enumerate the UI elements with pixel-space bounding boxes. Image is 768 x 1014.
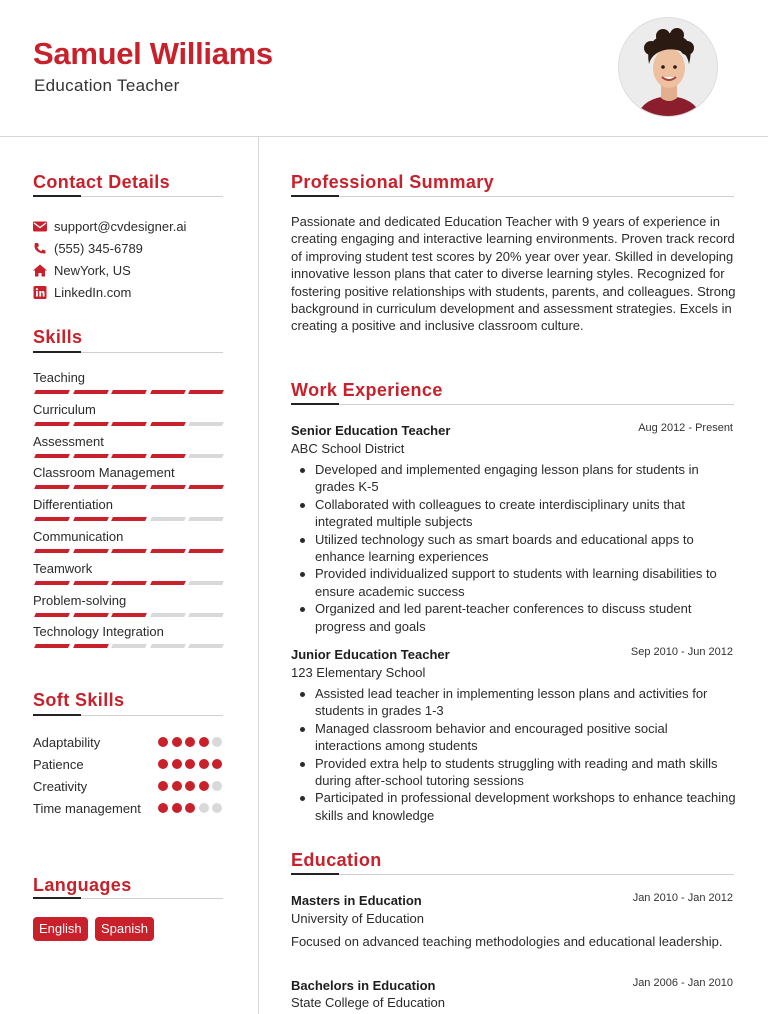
profile-photo (618, 17, 718, 117)
language-tag-spanish: Spanish (95, 917, 154, 941)
skill-level-segment (73, 613, 109, 617)
skill-level-segment (188, 581, 224, 585)
job-bullet: Managed classroom behavior and encouraged positive social interactions among students (291, 720, 737, 755)
job-title: Senior Education Teacher (291, 423, 451, 438)
skill-item (33, 434, 223, 464)
skill-level-segment (188, 517, 224, 521)
skill-level-segment (34, 644, 70, 648)
skill-level-segment (34, 422, 70, 426)
skill-level-segment (111, 485, 147, 489)
skill-item (33, 370, 223, 400)
skill-item (33, 402, 223, 432)
skill-level-segment (111, 454, 147, 458)
contact-email[interactable] (33, 218, 233, 236)
experience-section-title: Work Experience (291, 380, 443, 400)
contact-location (33, 262, 233, 280)
candidate-name: Samuel Williams (33, 36, 273, 71)
summary-section-title: Professional Summary (291, 172, 495, 192)
job-organization: 123 Elementary School (291, 665, 426, 680)
skills-section-title: Skills (33, 327, 83, 347)
skill-level-bar (33, 390, 223, 394)
contact-phone-text: (555) 345-6789 (54, 241, 143, 256)
skill-label: Curriculum (33, 401, 96, 417)
skill-level-segment (150, 422, 186, 426)
skill-label: Communication (33, 529, 124, 544)
languages-section-rule (33, 898, 223, 899)
skill-level-segment (34, 613, 70, 617)
job-dates: Sep 2010 - Jun 2012 (630, 646, 733, 658)
soft-skill-rating-dot (172, 759, 182, 769)
job-bullet: Collaborated with colleagues to create interdisciplinary units that integrated multiple subjects (291, 496, 737, 531)
skill-item (33, 529, 223, 559)
skill-level-segment (188, 390, 224, 394)
language-tag-english: English (33, 917, 88, 941)
home-icon (33, 264, 47, 277)
skill-level-segment (188, 422, 224, 426)
job-organization: ABC School District (291, 441, 405, 456)
envelope-icon (33, 220, 47, 233)
skill-label: Teamwork (33, 560, 93, 576)
soft-skill-rating-dot (172, 781, 182, 791)
soft-skill-rating-dot (185, 781, 195, 791)
education-degree: Bachelors in Education (291, 978, 436, 993)
skill-level-segment (111, 549, 147, 553)
skill-level-segment (73, 390, 109, 394)
skill-label: Differentiation (33, 497, 113, 513)
skill-level-segment (150, 549, 186, 553)
contact-email-text: support@cvdesigner.ai (54, 219, 187, 234)
skill-level-segment (150, 485, 186, 489)
job-bullet: Utilized technology such as smart boards and educational apps to enhance learning experiences (291, 531, 737, 566)
education-degree: Masters in Education (291, 893, 422, 908)
soft-skill-label: Adaptability (33, 735, 101, 750)
skill-item (33, 593, 223, 623)
job-dates: Aug 2012 - Present (638, 422, 733, 434)
soft-skill-label: Time management (33, 801, 141, 816)
linkedin-icon (33, 286, 47, 299)
skill-level-bar (33, 613, 223, 617)
skill-item (33, 465, 223, 495)
skill-level-segment (34, 454, 70, 458)
skill-level-segment (73, 454, 109, 458)
soft-skill-rating-dot (158, 759, 168, 769)
skill-level-segment (150, 644, 186, 648)
job-bullet: Provided individualized support to students with learning disabilities to ensure academic success (291, 565, 737, 600)
soft-skill-rating-dot (172, 737, 182, 747)
skill-level-bar (33, 454, 223, 458)
education-description: Focused on advanced teaching methodologies and educational leadership. (291, 934, 723, 949)
job-bullets (291, 461, 737, 635)
soft-skill-rating-dot (199, 781, 209, 791)
skill-level-segment (73, 549, 109, 553)
soft-skills-section-rule (33, 715, 223, 716)
soft-skill-rating-dot (158, 737, 168, 747)
skill-level-segment (73, 581, 109, 585)
contact-location-text: NewYork, US (54, 263, 131, 278)
resume-header (0, 0, 768, 137)
contact-section-title: Contact Details (33, 172, 171, 192)
contact-section-rule (33, 196, 223, 197)
job-bullet: Organized and led parent-teacher conferences to discuss student progress and goals (291, 600, 737, 635)
education-dates: Jan 2006 - Jan 2010 (632, 977, 733, 989)
job-bullet: Participated in professional development workshops to enhance teaching skills and knowledge (291, 789, 737, 824)
contact-linkedin-text: LinkedIn.com (54, 285, 132, 300)
skill-label: Classroom Management (33, 465, 175, 481)
soft-skill-rating-dot (212, 803, 222, 813)
skill-level-segment (73, 517, 109, 521)
job-bullet: Developed and implemented engaging lesson plans for students in grades K-5 (291, 461, 737, 496)
skill-item (33, 497, 223, 527)
skill-item (33, 624, 223, 654)
soft-skills-section-title: Soft Skills (33, 690, 125, 710)
soft-skill-rating-dot (212, 781, 222, 791)
summary-section-rule (291, 196, 734, 197)
skill-level-segment (34, 517, 70, 521)
soft-skill-rating-dot (199, 737, 209, 747)
skill-level-segment (34, 549, 70, 553)
soft-skill-rating-dot (172, 803, 182, 813)
skill-level-segment (111, 644, 147, 648)
job-bullet: Assisted lead teacher in implementing lesson plans and activities for students in grades 1-3 (291, 685, 737, 720)
experience-section-rule (291, 404, 734, 405)
soft-skill-rating-dot (185, 803, 195, 813)
candidate-role: Education Teacher (34, 76, 180, 95)
skill-level-segment (34, 390, 70, 394)
skill-level-segment (188, 549, 224, 553)
skill-level-segment (188, 454, 224, 458)
skill-level-bar (33, 644, 223, 648)
job-bullets (291, 685, 737, 824)
soft-skill-rating-dot (185, 759, 195, 769)
soft-skill-label: Patience (33, 757, 84, 772)
phone-icon (33, 242, 47, 255)
soft-skill-rating-dot (158, 803, 168, 813)
education-section-title: Education (291, 850, 382, 870)
skill-level-segment (111, 613, 147, 617)
soft-skill-rating-dot (158, 781, 168, 791)
job-title: Junior Education Teacher (291, 647, 450, 662)
avatar-portrait-icon (619, 18, 718, 117)
education-dates: Jan 2010 - Jan 2012 (632, 892, 733, 904)
skill-level-segment (188, 613, 224, 617)
education-school: University of Education (291, 911, 424, 926)
skill-level-segment (34, 485, 70, 489)
skill-level-segment (150, 581, 186, 585)
skill-level-segment (188, 644, 224, 648)
skill-item (33, 561, 223, 591)
skill-level-segment (111, 581, 147, 585)
job-bullet: Provided extra help to students struggling with reading and math skills during after-school tutoring sessions (291, 755, 737, 790)
skill-level-segment (188, 485, 224, 489)
skill-label: Teaching (33, 370, 86, 385)
skill-level-segment (34, 581, 70, 585)
skill-level-segment (150, 390, 186, 394)
soft-skill-rating-dot (199, 759, 209, 769)
skill-level-segment (150, 454, 186, 458)
skill-level-bar (33, 422, 223, 426)
skill-level-bar (33, 549, 223, 553)
soft-skill-rating-dot (212, 759, 222, 769)
skills-section-rule (33, 352, 223, 353)
skill-level-segment (73, 422, 109, 426)
contact-linkedin[interactable] (33, 284, 233, 302)
education-school: State College of Education (291, 995, 445, 1010)
skill-level-segment (150, 613, 186, 617)
skill-level-segment (73, 644, 109, 648)
skill-level-segment (73, 485, 109, 489)
skill-label: Assessment (33, 433, 104, 449)
education-section-rule (291, 874, 734, 875)
skill-level-segment (111, 517, 147, 521)
skill-level-bar (33, 581, 223, 585)
languages-section-title: Languages (33, 875, 132, 895)
skill-level-bar (33, 485, 223, 489)
skill-level-segment (150, 517, 186, 521)
column-divider (258, 137, 259, 1014)
soft-skill-rating-dot (199, 803, 209, 813)
skill-level-bar (33, 517, 223, 521)
skill-label: Problem-solving (33, 592, 127, 608)
soft-skill-label: Creativity (33, 779, 88, 794)
soft-skill-rating-dot (185, 737, 195, 747)
contact-phone[interactable] (33, 240, 233, 258)
skill-level-segment (111, 390, 147, 394)
skill-label: Technology Integration (33, 624, 164, 640)
summary-text: Passionate and dedicated Education Teacher with 9 years of experience in creating engaging and interactive learning environments. Proven track record of improving student test scores by 20% year over year. Skilled in developing innovative lesson plans that cater to diverse learning styles. Recognized for fostering positive relationships with students, parents, and colleagues. Strong background in curriculum development and assessment strategies. Excels in creating a positive and inclusive classroom culture. (291, 214, 736, 334)
skill-level-segment (111, 422, 147, 426)
soft-skill-rating-dot (212, 737, 222, 747)
